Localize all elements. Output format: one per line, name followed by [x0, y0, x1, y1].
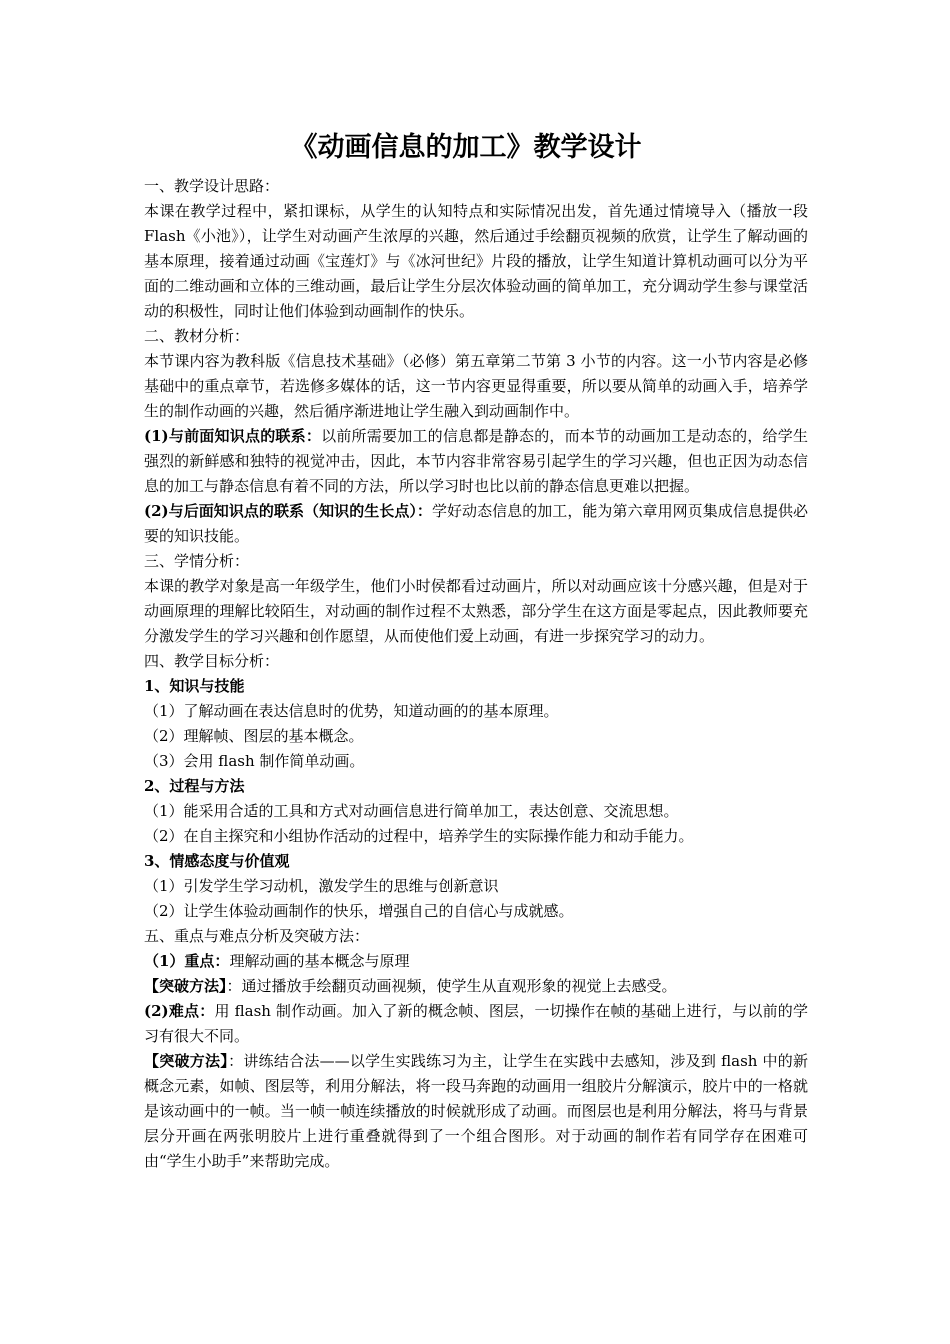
- text-method-2: ：讲练结合法——以学生实践练习为主，让学生在实践中去感知，涉及到 flash 中的新概念元素，如帧、图层等，利用分解法，将一段马奔跑的动画用一组胶片分解演示，胶片中的一格就是该动画中的一帧。当一帧一帧连续播放的时候就形成了动画。而图层也是利用分解法，将马与背景层分开画在两张明胶片上进行重叠就得到了一个组合图形。对于动画的制作若有同学存在困难可由“学生小助手”来帮助完成。: [144, 1052, 808, 1170]
- objective-group-title: 1、知识与技能: [144, 677, 245, 695]
- paragraph-design-idea: 本课在教学过程中，紧扣课标，从学生的认知特点和实际情况出发，首先通过情境导入（播放一段 Flash《小池》），让学生对动画产生浓厚的兴趣，然后通过手绘翻页视频的欣赏，让学生了解动画的基本原理，接着通过动画《宝莲灯》与《冰河世纪》片段的播放，让学生知道计算机动画可以分为平面的二维动画和立体的三维动画，最后让学生分层次体验动画的简单加工，充分调动学生参与课堂活动的积极性，同时让他们体验到动画制作的快乐。: [144, 202, 808, 320]
- objective-item: （1）了解动画在表达信息时的优势，知道动画的的基本原理。: [144, 702, 559, 720]
- paragraph-next-links: [144, 499, 808, 549]
- objective-item: （2）理解帧、图层的基本概念。: [144, 727, 364, 745]
- objective-item: （1）引发学生学习动机，激发学生的思维与创新意识: [144, 877, 499, 895]
- section-heading-material: 二、教材分析：: [144, 327, 250, 345]
- document-page: [144, 128, 808, 1174]
- objective-item: （2）在自主探究和小组协作活动的过程中，培养学生的实际操作能力和动手能力。: [144, 827, 694, 845]
- label-key-point: （1）重点：: [144, 952, 230, 970]
- label-method-2: 【突破方法】: [144, 1052, 229, 1070]
- text-key-point: 理解动画的基本概念与原理: [229, 952, 410, 970]
- label-previous-links: (1)与前面知识点的联系：: [144, 427, 322, 445]
- objective-item: （2）让学生体验动画制作的快乐，增强自己的自信心与成就感。: [144, 902, 574, 920]
- paragraph-difficulty: [144, 999, 808, 1049]
- objective-item: （1）能采用合适的工具和方式对动画信息进行简单加工，表达创意、交流思想。: [144, 802, 679, 820]
- section-heading-design-idea: 一、教学设计思路：: [144, 177, 280, 195]
- text-method-1: ：通过播放手绘翻页动画视频，使学生从直观形象的视觉上去感受。: [226, 977, 677, 995]
- paragraph-previous-links: [144, 424, 808, 499]
- label-next-links: (2)与后面知识点的联系（知识的生长点）：: [144, 502, 432, 520]
- paragraph-method-2: [144, 1049, 808, 1174]
- paragraph-material: 本节课内容为教科版《信息技术基础》（必修）第五章第二节第 3 小节的内容。这一小节内容是必修基础中的重点章节，若选修多媒体的话，这一节内容更显得重要，所以要从简单的动画入手，培养学生的制作动画的兴趣，然后循序渐进地让学生融入到动画制作中。: [144, 352, 808, 420]
- text-difficulty: 用 flash 制作动画。加入了新的概念帧、图层，一切操作在帧的基础上进行，与以前的学习有很大不同。: [144, 1002, 808, 1045]
- label-method-1: 【突破方法】: [144, 977, 227, 995]
- objective-group-title: 2、过程与方法: [144, 777, 245, 795]
- text-previous-links: 以前所需要加工的信息都是静态的，而本节的动画加工是动态的，给学生强烈的新鲜感和独特的视觉冲击，因此，本节内容非常容易引起学生的学习兴趣，但也正因为动态信息的加工与静态信息有着不同的方法，所以学习时也比以前的静态信息更难以把握。: [144, 427, 808, 495]
- paragraph-method-1: [144, 974, 808, 999]
- objective-item: （3）会用 flash 制作简单动画。: [144, 752, 365, 770]
- text-next-links: 学好动态信息的加工，能为第六章用网页集成信息提供必要的知识技能。: [144, 502, 808, 545]
- label-difficulty: (2)难点：: [144, 1002, 215, 1020]
- paragraph-students: 本课的教学对象是高一年级学生，他们小时侯都看过动画片，所以对动画应该十分感兴趣，但是对于动画原理的理解比较陌生，对动画的制作过程不太熟悉，部分学生在这方面是零起点，因此教师要充分激发学生的学习兴趣和创作愿望，从而使他们爱上动画，有进一步探究学习的动力。: [144, 577, 808, 645]
- document-title: 《动画信息的加工》教学设计: [290, 132, 642, 163]
- objective-group-title: 3、情感态度与价值观: [144, 852, 290, 870]
- section-heading-key-points: 五、重点与难点分析及突破方法：: [144, 927, 370, 945]
- paragraph-key-point: [144, 949, 808, 974]
- section-heading-objectives: 四、教学目标分析：: [144, 652, 280, 670]
- section-heading-students: 三、学情分析：: [144, 552, 250, 570]
